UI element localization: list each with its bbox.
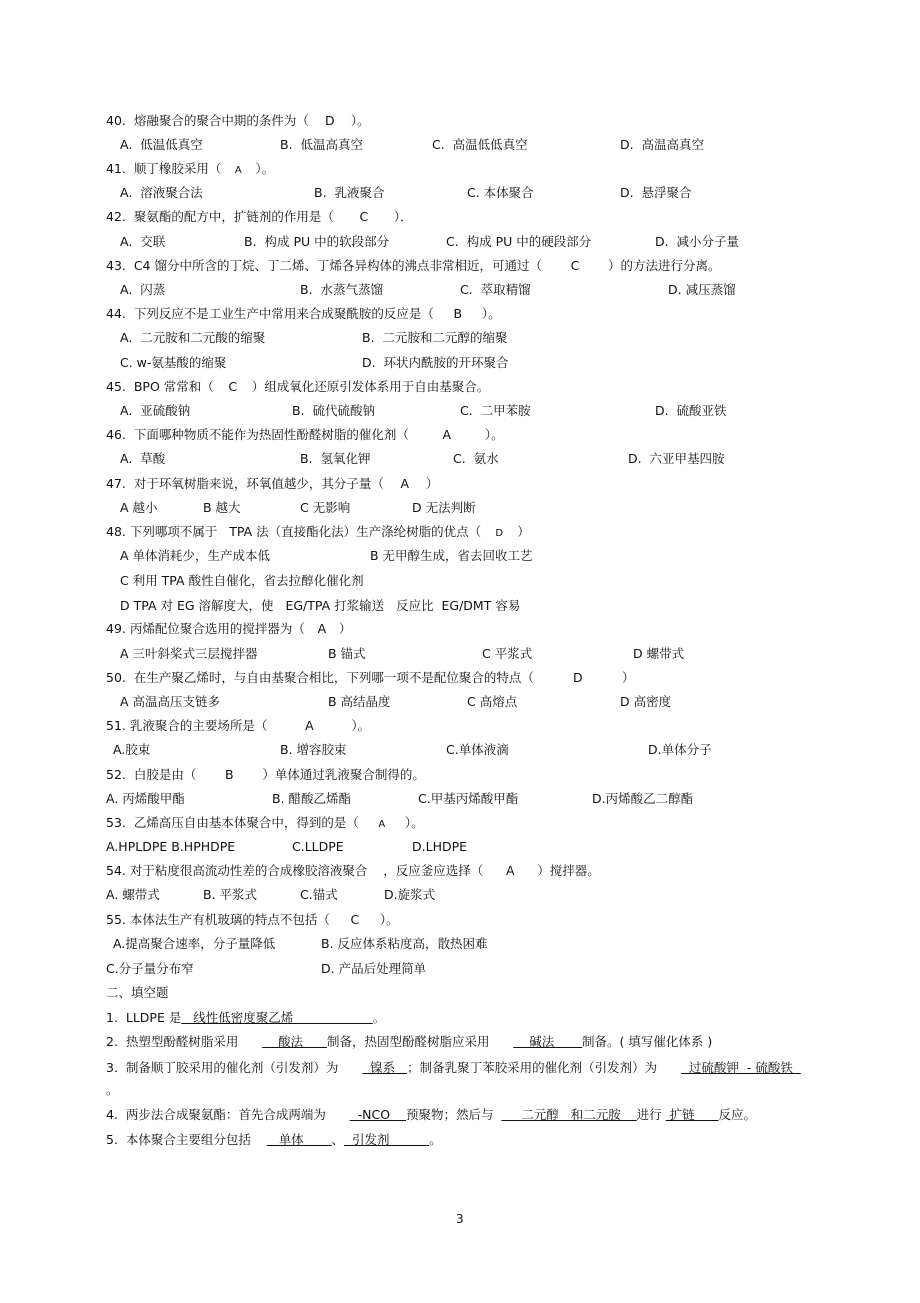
option: D. 产品后处理简单	[321, 961, 427, 976]
option: B. 乳液聚合	[314, 185, 385, 200]
question-50: 50. 在生产聚乙烯时，与自由基聚合相比，下列哪一项不是配位聚合的特点（ D ）	[106, 670, 635, 685]
option: D.旋浆式	[384, 887, 436, 902]
option: D.单体分子	[648, 742, 712, 757]
fill-question-2: 2. 热塑型酚醛树脂采用 酸法 制备，热固型酚醛树脂应采用 碱法 制备。( 填写催化体系 )	[106, 1034, 713, 1049]
answer: D	[495, 528, 504, 539]
question-46: 46. 下面哪种物质不能作为热固性酚醛树脂的催化剂（ A ）。	[106, 427, 504, 442]
option: D.丙烯酸乙二醇酯	[592, 791, 694, 806]
answer: C	[570, 258, 580, 273]
fill-blank: 碱法	[513, 1034, 583, 1049]
option: D. 六亚甲基四胺	[628, 451, 725, 466]
question-53: 53. 乙烯高压自由基本体聚合中，得到的是（ A ）。	[106, 815, 424, 833]
option: B. 二元胺和二元醇的缩聚	[362, 330, 508, 345]
option: A. 低温低真空	[120, 137, 203, 152]
answer: C	[359, 209, 369, 224]
section-heading: 二、填空题	[106, 985, 169, 1000]
option: C.甲基丙烯酸甲酯	[418, 791, 519, 806]
option: A 越小	[120, 500, 158, 515]
option: C. 本体聚合	[467, 185, 534, 200]
answer: C	[350, 912, 360, 927]
option: B 无甲醇生成，省去回收工艺	[370, 548, 533, 563]
question-42: 42. 聚氨酯的配方中，扩链剂的作用是（ C ）．	[106, 209, 413, 224]
fill-blank: 镍系	[362, 1060, 408, 1075]
option: C. 构成 PU 中的硬段部分	[446, 234, 592, 249]
option: D. 环状内酰胺的开环聚合	[362, 355, 509, 370]
option: B. 构成 PU 中的软段部分	[244, 234, 390, 249]
question-48: 48. 下列哪项不属于 TPA 法（直接酯化法）生产涤纶树脂的优点（ D ）	[106, 524, 530, 542]
option: C. 氨水	[453, 451, 499, 466]
option: B. 反应体系粘度高，散热困难	[321, 936, 488, 951]
question-49: 49. 丙烯配位聚合选用的搅拌器为（ A ）	[106, 621, 352, 636]
fill-question-3: 3. 制备顺丁胶采用的催化剂（引发剂）为 镍系 ；制备乳聚丁苯胶采用的催化剂（引发剂）为 过硫酸钾 - 硫酸铁	[106, 1060, 801, 1075]
option: C 利用 TPA 酸性自催化，省去拉醇化催化剂	[120, 573, 364, 588]
answer: A	[234, 165, 242, 176]
option: B. 氢氧化钾	[300, 451, 371, 466]
question-55: 55. 本体法生产有机玻璃的特点不包括（ C ）。	[106, 912, 399, 927]
option: C. 萃取精馏	[460, 282, 531, 297]
option: C.锚式	[300, 887, 338, 902]
fill-question-3-end: 。	[106, 1082, 119, 1097]
answer: A	[400, 476, 410, 491]
option: A.HPLDPE B.HPHDPE	[106, 839, 236, 854]
option: D 无法判断	[412, 500, 476, 515]
answer: A	[305, 718, 314, 733]
option: D. 硫酸亚铁	[655, 403, 727, 418]
fill-question-1: 1. LLDPE 是 线性低密度聚乙烯 。	[106, 1010, 386, 1025]
fill-question-4: 4. 两步法合成聚氨酯：首先合成两端为 -NCO 预聚物；然后与 二元醇 和二元胺 进行 扩链 反应。	[106, 1107, 756, 1122]
answer: A	[317, 621, 327, 636]
option: C.单体液滴	[446, 742, 509, 757]
option: D. 减压蒸馏	[668, 282, 736, 297]
option: B 锚式	[328, 646, 366, 661]
option: C 平浆式	[482, 646, 533, 661]
question-43: 43. C4 馏分中所含的丁烷、丁二烯、丁烯各异构体的沸点非常相近，可通过（ C ）的方法进行分离。	[106, 258, 721, 273]
option: B. 硫代硫酸钠	[292, 403, 375, 418]
option: C 无影响	[300, 500, 351, 515]
option: D. 减小分子量	[655, 234, 740, 249]
answer: C	[228, 379, 238, 394]
option: A. 螺带式	[106, 887, 160, 902]
option: A. 闪蒸	[120, 282, 166, 297]
option: A. 丙烯酸甲酯	[106, 791, 185, 806]
fill-blank: 引发剂	[344, 1132, 430, 1147]
answer: B	[453, 306, 463, 321]
option: D 螺带式	[633, 646, 685, 661]
option: D. 悬浮聚合	[620, 185, 692, 200]
fill-blank: 扩链	[665, 1107, 719, 1122]
question-52: 52. 白胶是由（ B ）单体通过乳液聚合制得的。	[106, 767, 425, 782]
question-47: 47. 对于环氧树脂来说，环氧值越少，其分子量（ A ）	[106, 476, 439, 491]
fill-blank: -NCO	[349, 1107, 406, 1122]
option: C 高熔点	[467, 694, 518, 709]
option: B. 平浆式	[203, 887, 258, 902]
option: B. 低温高真空	[280, 137, 363, 152]
option: A. 交联	[120, 234, 166, 249]
fill-blank: 二元醇 和二元胺	[501, 1107, 637, 1122]
option: B. 增容胶束	[280, 742, 347, 757]
option: C.分子量分布窄	[106, 961, 194, 976]
question-54: 54. 对于粘度很高流动性差的合成橡胶溶液聚合 ，反应釜应选择（ A ）搅拌器。	[106, 863, 600, 878]
question-41: 41. 顺丁橡胶采用（ A ）。	[106, 161, 274, 179]
option: D 高密度	[620, 694, 672, 709]
option: B 越大	[203, 500, 241, 515]
option: B. 水蒸气蒸馏	[300, 282, 383, 297]
fill-blank: 酸法	[262, 1034, 327, 1049]
option: D TPA 对 EG 溶解度大，使 EG/TPA 打浆输送 反应比 EG/DMT 容易	[120, 598, 521, 613]
option: A. 亚硫酸钠	[120, 403, 191, 418]
fill-blank: 过硫酸钾 - 硫酸铁	[680, 1060, 801, 1075]
answer: D	[325, 113, 335, 128]
option: C. w-氨基酸的缩聚	[120, 355, 227, 370]
option: C.LLDPE	[292, 839, 344, 854]
question-45: 45. BPO 常常和（ C ）组成氧化还原引发体系用于自由基聚合。	[106, 379, 490, 394]
option: A. 溶液聚合法	[120, 185, 203, 200]
answer: A	[442, 427, 452, 442]
option: C. 高温低低真空	[432, 137, 528, 152]
answer: D	[573, 670, 583, 685]
answer: A	[378, 819, 386, 830]
answer: A	[505, 863, 515, 878]
fill-question-5: 5. 本体聚合主要组分包括 单体 、 引发剂 。	[106, 1132, 442, 1147]
option: D. 高温高真空	[620, 137, 705, 152]
fill-blank: 单体	[266, 1132, 332, 1147]
option: A. 二元胺和二元酸的缩聚	[120, 330, 266, 345]
answer: B	[225, 767, 234, 782]
option: C. 二甲苯胺	[460, 403, 531, 418]
option: A 高温高压支链多	[120, 694, 221, 709]
fill-blank: 线性低密度聚乙烯	[181, 1010, 373, 1025]
question-40: 40. 熔融聚合的聚合中期的条件为（ D ）。	[106, 113, 370, 128]
option: A.胶束	[113, 742, 151, 757]
option: A 单体消耗少，生产成本低	[120, 548, 271, 563]
option: B. 醋酸乙烯酯	[272, 791, 352, 806]
page-number: 3	[456, 1212, 464, 1226]
option: D.LHDPE	[412, 839, 468, 854]
question-51: 51. 乳液聚合的主要场所是（ A ）。	[106, 718, 371, 733]
option: A. 草酸	[120, 451, 166, 466]
option: A.提高聚合速率，分子量降低	[113, 936, 276, 951]
option: B 高结晶度	[328, 694, 391, 709]
option: A 三叶斜桨式三层搅拌器	[120, 646, 258, 661]
question-44: 44. 下列反应不是工业生产中常用来合成聚酰胺的反应是（ B ）。	[106, 306, 501, 321]
